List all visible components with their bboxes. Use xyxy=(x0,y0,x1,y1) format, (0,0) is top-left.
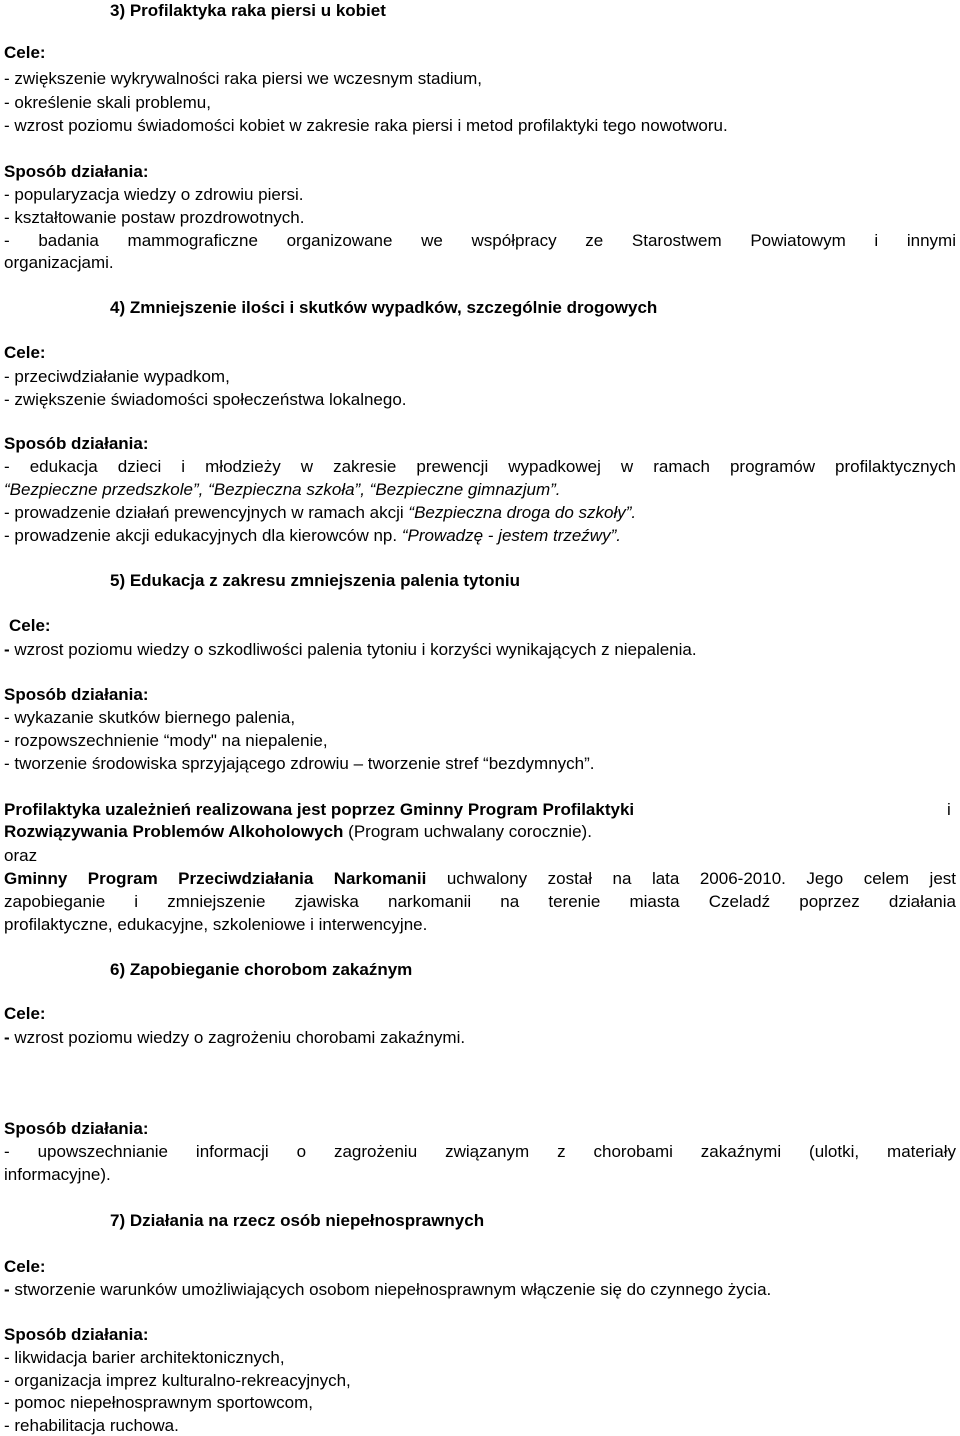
section-4-goal: - przeciwdziałanie wypadkom, xyxy=(4,367,230,386)
section-4-action-continued: “Bezpieczne przedszkole”, “Bezpieczna szkoła”, “Bezpieczne gimnazjum”. xyxy=(4,480,561,499)
section-4-goals-label: Cele: xyxy=(4,343,46,362)
section-6-heading: 6) Zapobieganie chorobom zakaźnym xyxy=(110,960,413,979)
section-7-action: - likwidacja barier architektonicznych, xyxy=(4,1348,285,1367)
section-5-heading: 5) Edukacja z zakresu zmniejszenia palenia tytoniu xyxy=(110,571,521,590)
section-5-goals-label: Cele: xyxy=(9,616,51,635)
program-note: (Program uchwalany corocznie). xyxy=(343,822,592,841)
section-3-goal: - określenie skali problemu, xyxy=(4,93,211,112)
section-3-heading: 3) Profilaktyka raka piersi u kobiet xyxy=(110,1,386,20)
section-7-action: - organizacja imprez kulturalno-rekreacyjnych, xyxy=(4,1371,351,1390)
section-4-action: - edukacja dzieci i młodzieży w zakresie prewencji wypadkowej w ramach programów profilaktycznych xyxy=(4,457,956,476)
program-oraz: oraz xyxy=(4,846,38,865)
program-line-5: profilaktyczne, edukacyjne, szkoleniowe i interwencyjne. xyxy=(4,915,428,934)
section-4-action xyxy=(4,526,621,546)
program-line-4: zapobieganie i zmniejszenie zjawiska narkomanii na terenie miasta Czeladź poprzez działania xyxy=(4,892,956,911)
section-4-heading: 4) Zmniejszenie ilości i skutków wypadków, szczególnie drogowych xyxy=(110,298,658,317)
section-3-action-continued: organizacjami. xyxy=(4,253,114,272)
action-text: - prowadzenie działań prewencyjnych w ramach akcji xyxy=(4,503,409,522)
section-6-action-continued: informacyjne). xyxy=(4,1165,111,1184)
goal-text: wzrost poziomu wiedzy o szkodliwości palenia tytoniu i korzyści wynikających z niepalenia. xyxy=(9,640,697,659)
section-4-action xyxy=(4,503,636,523)
program-note: uchwalony został na lata 2006-2010. Jego celem jest xyxy=(426,869,956,888)
section-3-goal: - zwiększenie wykrywalności raka piersi we wczesnym stadium, xyxy=(4,69,483,88)
section-4-goal: - zwiększenie świadomości społeczeństwa lokalnego. xyxy=(4,390,407,409)
section-4-actions-label: Sposób działania: xyxy=(4,434,149,453)
program-line-1-tail: i xyxy=(947,800,951,819)
section-5-action: - rozpowszechnienie “mody" na niepalenie, xyxy=(4,731,328,750)
section-6-goal xyxy=(4,1028,465,1048)
section-7-goal xyxy=(4,1280,771,1300)
program-line-1: Profilaktyka uzależnień realizowana jest poprzez Gminny Program Profilaktyki xyxy=(4,800,635,819)
section-7-goals-label: Cele: xyxy=(4,1257,46,1276)
section-3-action: - popularyzacja wiedzy o zdrowiu piersi. xyxy=(4,185,304,204)
section-3-action: - kształtowanie postaw prozdrowotnych. xyxy=(4,208,305,227)
section-7-heading: 7) Działania na rzecz osób niepełnosprawnych xyxy=(110,1211,485,1230)
section-5-action: - wykazanie skutków biernego palenia, xyxy=(4,708,296,727)
goal-text: stworzenie warunków umożliwiających osobom niepełnosprawnym włączenie się do czynnego życia. xyxy=(9,1280,772,1299)
section-7-action: - rehabilitacja ruchowa. xyxy=(4,1416,179,1435)
section-6-actions-label: Sposób działania: xyxy=(4,1119,149,1138)
section-3-goals-label: Cele: xyxy=(4,43,46,62)
section-5-goal xyxy=(4,640,697,660)
section-5-actions-label: Sposób działania: xyxy=(4,685,149,704)
section-6-goals-label: Cele: xyxy=(4,1004,46,1023)
section-5-action: - tworzenie środowiska sprzyjającego zdrowiu – tworzenie stref “bezdymnych”. xyxy=(4,754,595,773)
action-text: - prowadzenie akcji edukacyjnych dla kierowców np. xyxy=(4,526,402,545)
goal-dash: - xyxy=(4,640,10,659)
section-3-goal: - wzrost poziomu świadomości kobiet w zakresie raka piersi i metod profilaktyki tego nowotworu. xyxy=(4,116,728,135)
section-6-action: - upowszechnianie informacji o zagrożeniu związanym z chorobami zakaźnymi (ulotki, materiały xyxy=(4,1142,956,1161)
section-7-action: - pomoc niepełnosprawnym sportowcom, xyxy=(4,1393,313,1412)
program-name: Rozwiązywania Problemów Alkoholowych xyxy=(4,822,344,841)
program-name: Gminny Program Przeciwdziałania Narkomanii xyxy=(4,869,427,888)
section-7-actions-label: Sposób działania: xyxy=(4,1325,149,1344)
action-campaign-name: “Bezpieczna droga do szkoły”. xyxy=(408,503,637,522)
goal-text: wzrost poziomu wiedzy o zagrożeniu chorobami zakaźnymi. xyxy=(9,1028,466,1047)
action-campaign-name: “Prowadzę - jestem trzeźwy”. xyxy=(401,526,621,545)
program-line-2 xyxy=(4,822,592,842)
program-line-3 xyxy=(4,869,956,889)
goal-dash: - xyxy=(4,1280,10,1299)
goal-dash: - xyxy=(4,1028,10,1047)
section-3-actions-label: Sposób działania: xyxy=(4,162,149,181)
section-3-action: - badania mammograficzne organizowane we współpracy ze Starostwem Powiatowym i innymi xyxy=(4,231,956,250)
